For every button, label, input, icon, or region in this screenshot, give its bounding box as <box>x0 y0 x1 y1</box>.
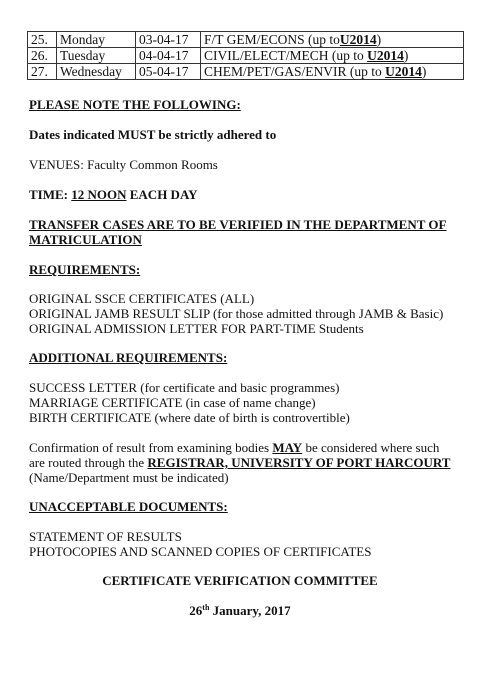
signoff-date <box>0 603 480 618</box>
committee-signature: CERTIFICATE VERIFICATION COMMITTEE <box>102 573 378 588</box>
notice-heading: PLEASE NOTE THE FOLLOWING: <box>29 97 241 112</box>
table-row <box>28 32 464 48</box>
confirmation-text: Confirmation of result from examining bodies <box>29 440 273 455</box>
row-number: 27. <box>28 64 57 80</box>
row-date: 05-04-17 <box>136 64 201 80</box>
program-level: U2014 <box>339 32 377 47</box>
requirements-heading: REQUIREMENTS: <box>29 262 141 277</box>
row-date: 03-04-17 <box>136 32 201 48</box>
date-day: 26 <box>189 603 203 618</box>
row-number: 25. <box>28 32 57 48</box>
list-item: BIRTH CERTIFICATE (where date of birth is controvertible) <box>29 410 350 425</box>
transfer-line-1: TRANSFER CASES ARE TO BE VERIFIED IN THE DEPARTMENT OF <box>29 217 447 232</box>
list-item: MARRIAGE CERTIFICATE (in case of name change) <box>29 395 316 410</box>
table-row <box>28 48 464 64</box>
row-date: 04-04-17 <box>136 48 201 64</box>
row-program <box>201 48 464 64</box>
list-item: SUCCESS LETTER (for certificate and basic programmes) <box>29 380 340 395</box>
confirmation-line-2 <box>29 455 450 470</box>
row-number: 26. <box>28 48 57 64</box>
program-level: U2014 <box>385 64 422 79</box>
confirmation-line-1 <box>29 440 439 455</box>
confirmation-line-3: (Name/Department must be indicated) <box>29 470 229 485</box>
additional-heading: ADDITIONAL REQUIREMENTS: <box>29 350 228 365</box>
time-suffix: EACH DAY <box>126 187 198 202</box>
table-row <box>28 64 464 80</box>
row-program <box>201 32 464 48</box>
program-text: CHEM/PET/GAS/ENVIR (up to <box>204 64 386 79</box>
date-rest: January, 2017 <box>209 603 291 618</box>
confirmation-text: be considered where such <box>302 440 440 455</box>
program-tail: ) <box>376 32 382 47</box>
program-tail: ) <box>421 64 427 79</box>
row-day: Tuesday <box>57 48 136 64</box>
program-level: U2014 <box>367 48 404 63</box>
registrar-emphasis: REGISTRAR, UNIVERSITY OF PORT HARCOURT <box>147 455 451 470</box>
row-day: Wednesday <box>57 64 136 80</box>
program-tail: ) <box>403 48 409 63</box>
time-line <box>29 187 198 202</box>
list-item: ORIGINAL SSCE CERTIFICATES (ALL) <box>29 291 255 306</box>
time-value: 12 NOON <box>71 187 127 202</box>
unacceptable-heading: UNACCEPTABLE DOCUMENTS: <box>29 499 228 514</box>
venues-line: VENUES: Faculty Common Rooms <box>29 157 218 172</box>
dates-note: Dates indicated MUST be strictly adhered to <box>29 127 277 142</box>
list-item: ORIGINAL ADMISSION LETTER FOR PART-TIME Students <box>29 321 364 336</box>
row-day: Monday <box>57 32 136 48</box>
list-item: ORIGINAL JAMB RESULT SLIP (for those admitted through JAMB & Basic) <box>29 306 444 321</box>
list-item: PHOTOCOPIES AND SCANNED COPIES OF CERTIFICATES <box>29 544 372 559</box>
program-text: CIVIL/ELECT/MECH (up to <box>204 48 368 63</box>
schedule-table <box>27 31 464 80</box>
date-suffix: th <box>202 603 210 612</box>
time-label: TIME: <box>29 187 72 202</box>
may-emphasis: MAY <box>272 440 303 455</box>
transfer-line-2: MATRICULATION <box>29 232 142 247</box>
list-item: STATEMENT OF RESULTS <box>29 529 182 544</box>
confirmation-text: are routed through the <box>29 455 148 470</box>
program-text: F/T GEM/ECONS (up to <box>204 32 340 47</box>
row-program <box>201 64 464 80</box>
